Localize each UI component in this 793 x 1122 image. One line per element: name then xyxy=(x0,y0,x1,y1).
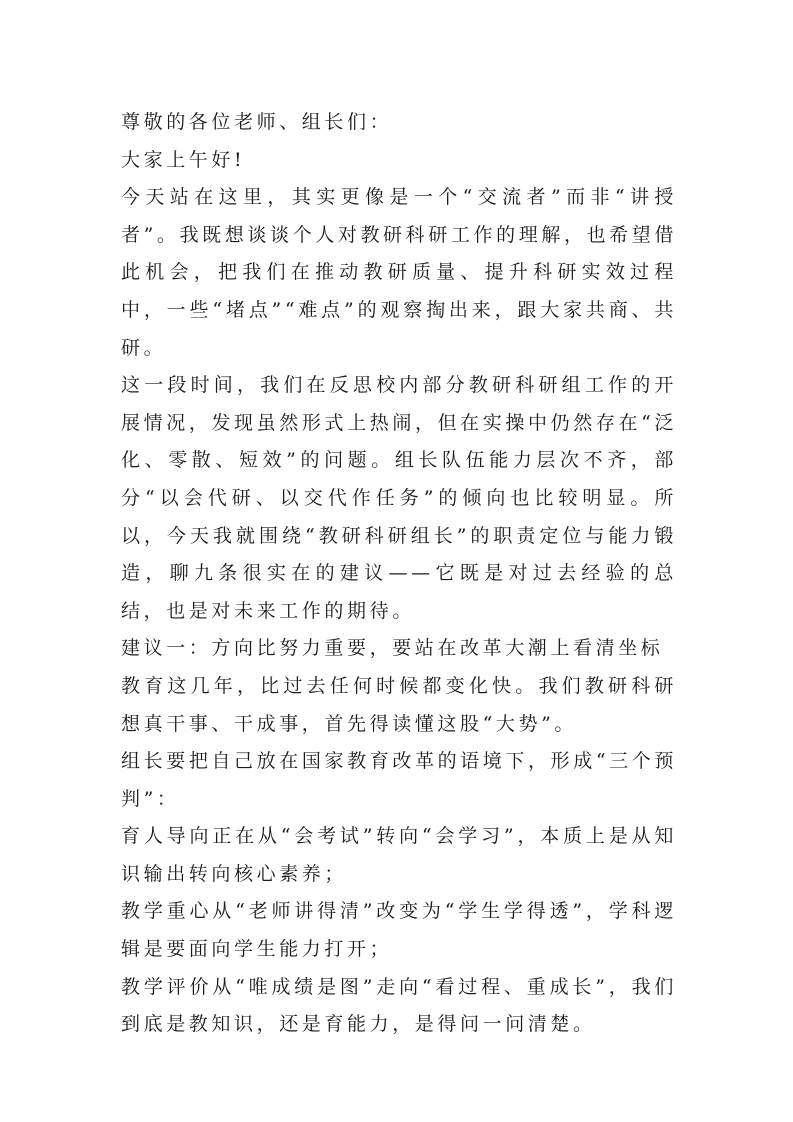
greeting-morning: 大家上午好! xyxy=(121,148,246,171)
three-predictions-intro: 组长要把自己放在国家教育改革的语境下，形成“三个预判”： xyxy=(121,750,677,810)
prediction-item-3: 教学评价从“唯成绩是图”走向“看过程、重成长”，我们到底是教知识，还是育能力，是得问一问清楚。 xyxy=(121,975,677,1036)
trend-paragraph: 教育这几年，比过去任何时候都变化快。我们教研科研想真干事、干成事，首先得读懂这股“大势”。 xyxy=(121,674,677,735)
section-heading-suggestion-one: 建议一：方向比努力重要，要站在改革大潮上看清坐标 xyxy=(121,637,664,660)
intro-paragraph: 今天站在这里，其实更像是一个“交流者”而非“讲授者”。我既想谈谈个人对教研科研工作的理解，也希望借此机会，把我们在推动教研质量、提升科研实效过程中，一些“堵点”“难点”的观察掏出来，跟大家共商、共研。 xyxy=(121,186,677,359)
prediction-item-2: 教学重心从“老师讲得清”改变为“学生学得透”，学科逻辑是要面向学生能力打开； xyxy=(121,900,677,961)
prediction-item-1: 育人导向正在从“会考试”转向“会学习”，本质上是从知识输出转向核心素养； xyxy=(121,825,677,885)
document-page xyxy=(121,104,677,1044)
background-paragraph: 这一段时间，我们在反思校内部分教研科研组工作的开展情况，发现虽然形式上热闹，但在实操中仍然存在“泛化、零散、短效”的问题。组长队伍能力层次不齐，部分“以会代研、以交代作任务”的倾向也比较明显。所以，今天我就围绕“教研科研组长”的职责定位与能力锻造，聊九条很实在的建议——它既是对过去经验的总结，也是对未来工作的期待。 xyxy=(121,374,677,622)
greeting-salutation: 尊敬的各位老师、组长们： xyxy=(121,111,393,133)
